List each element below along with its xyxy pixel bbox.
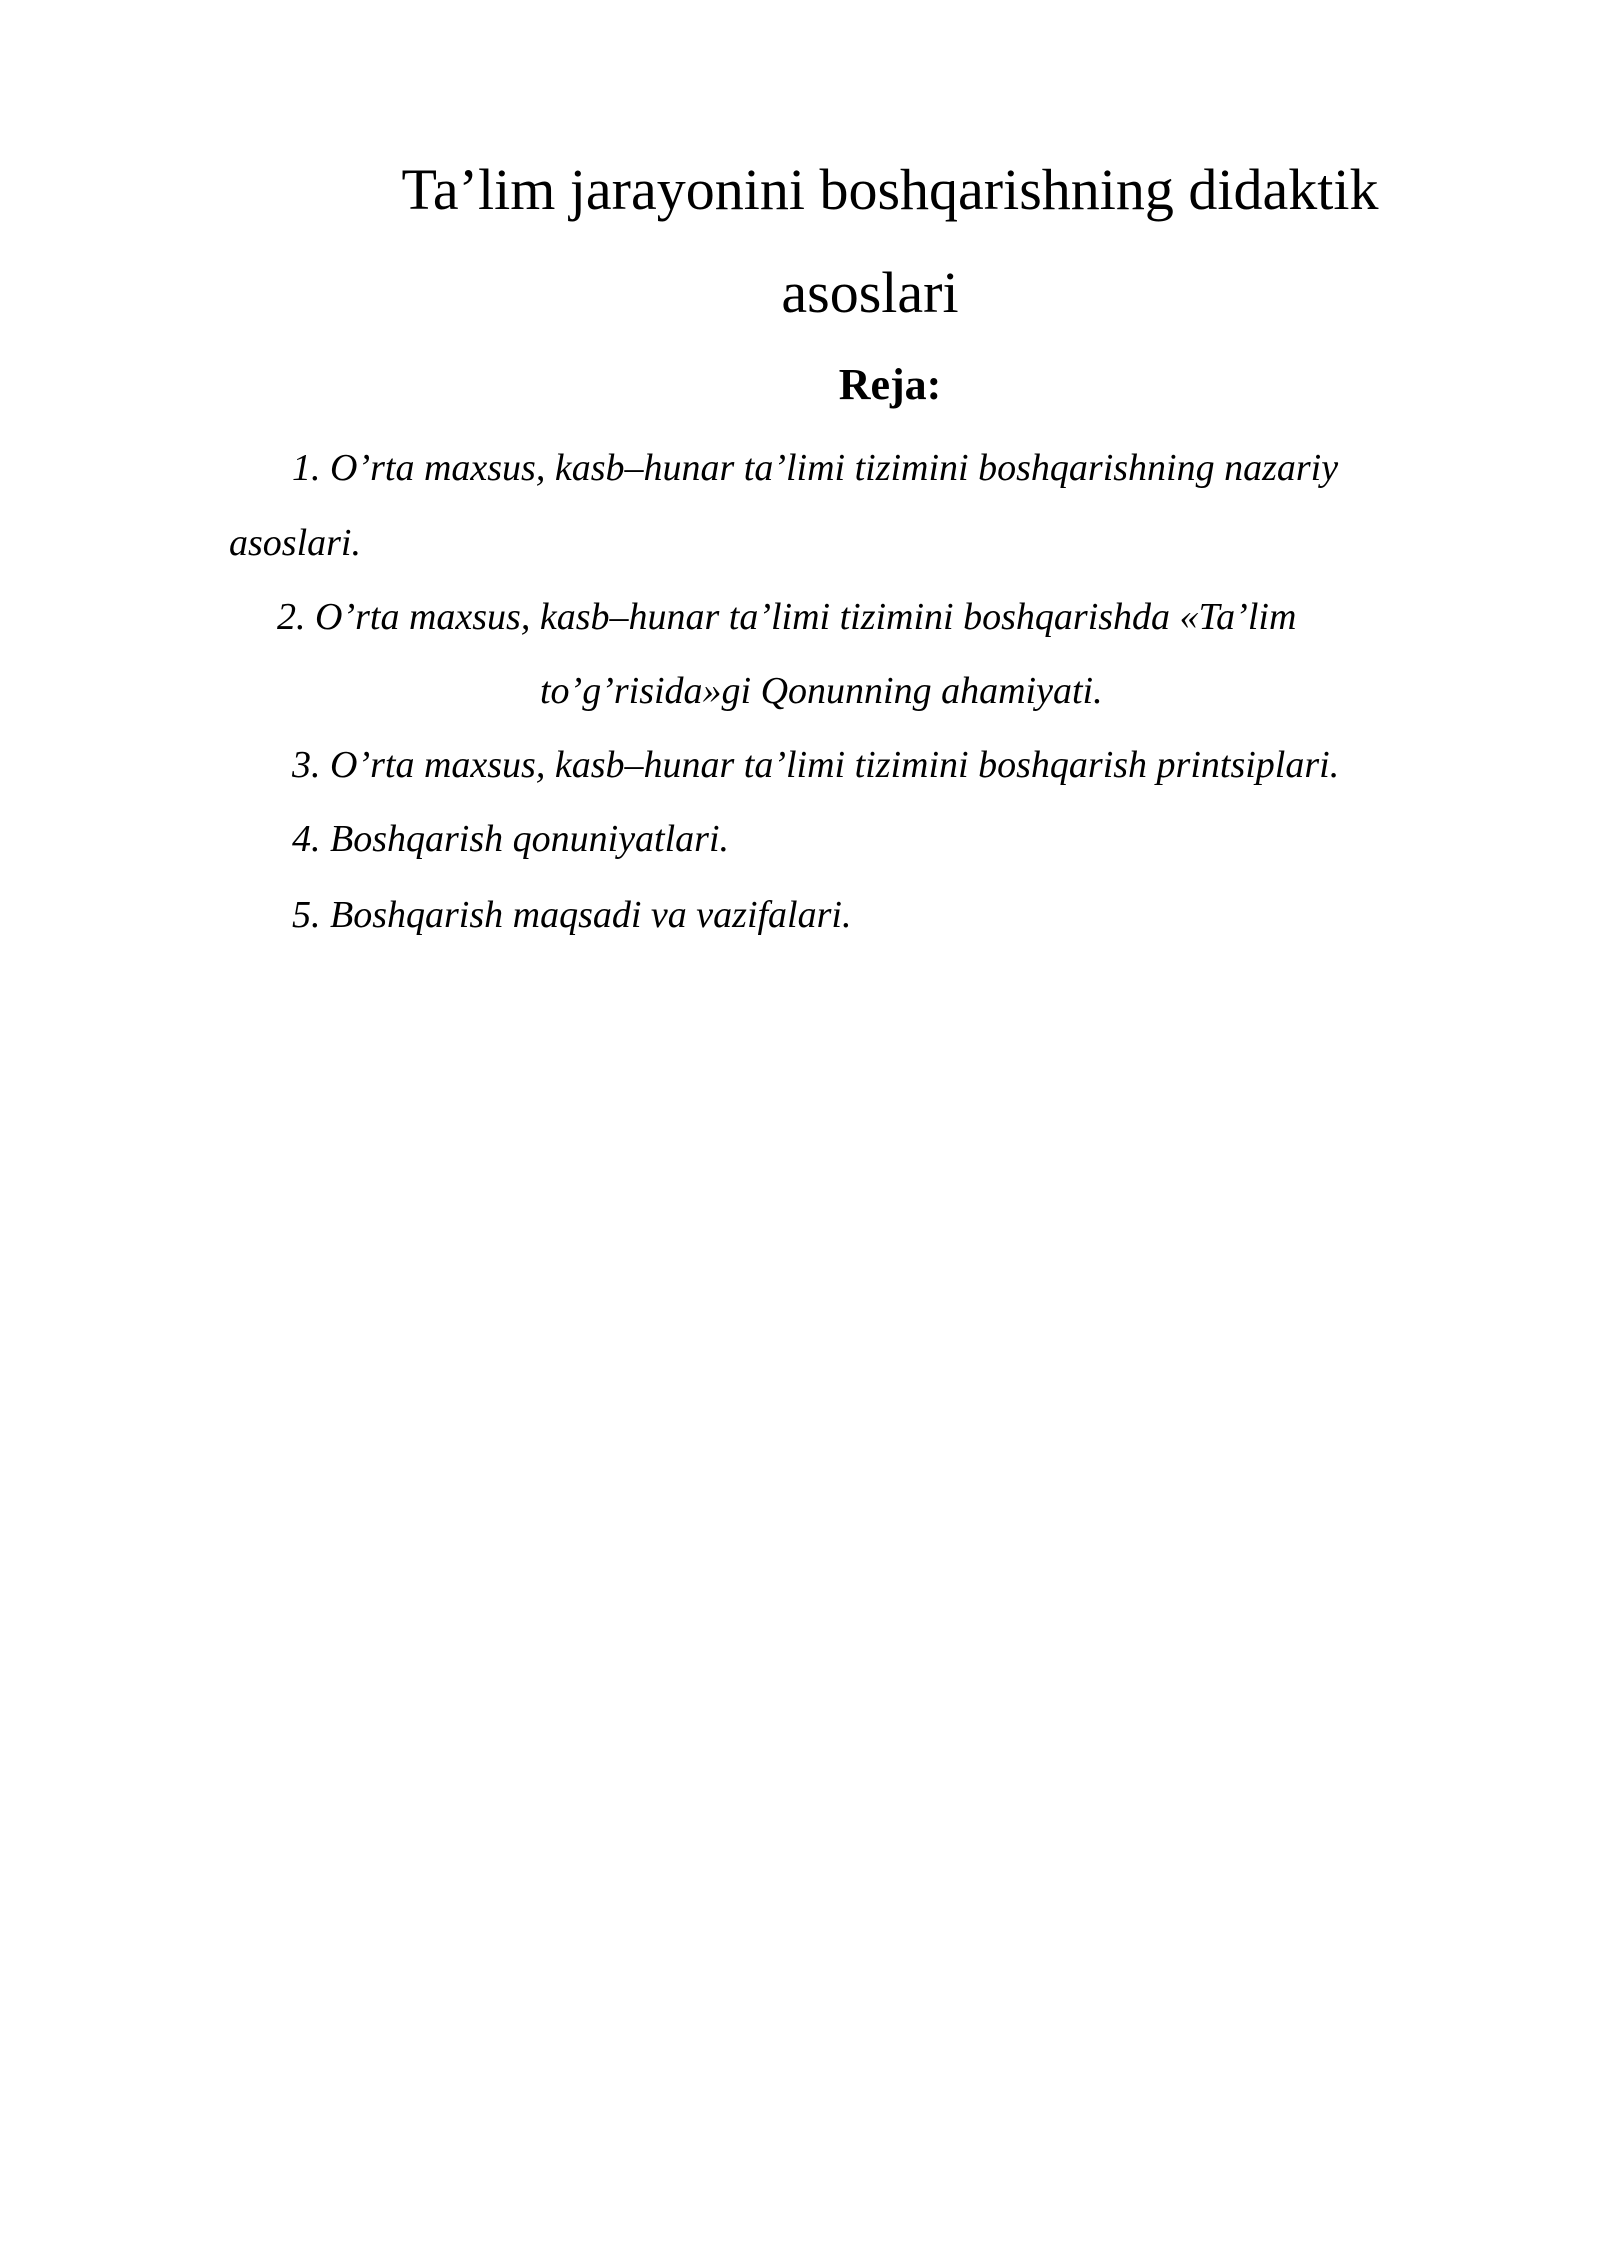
plan-item-1-line-1: 1. O’rta maxsus, kasb–hunar ta’limi tizimini boshqarishning nazariy bbox=[292, 447, 1339, 489]
document-title-line-2: asoslari bbox=[781, 260, 959, 325]
plan-item-4: 4. Boshqarish qonuniyatlari. bbox=[292, 818, 730, 860]
document-title-line-1: Ta’lim jarayonini boshqarishning didaktik bbox=[401, 157, 1379, 222]
plan-item-2-line-1: 2. O’rta maxsus, kasb–hunar ta’limi tizimini boshqarishda «Ta’lim bbox=[277, 596, 1297, 638]
plan-item-1-line-2: asoslari. bbox=[229, 522, 361, 564]
plan-item-3: 3. O’rta maxsus, kasb–hunar ta’limi tizimini boshqarish printsiplari. bbox=[292, 744, 1340, 786]
plan-item-2-line-2: to’g’risida»gi Qonunning ahamiyati. bbox=[540, 670, 1103, 712]
plan-item-5: 5. Boshqarish maqsadi va vazifalari. bbox=[292, 894, 852, 936]
plan-heading: Reja: bbox=[838, 360, 942, 409]
